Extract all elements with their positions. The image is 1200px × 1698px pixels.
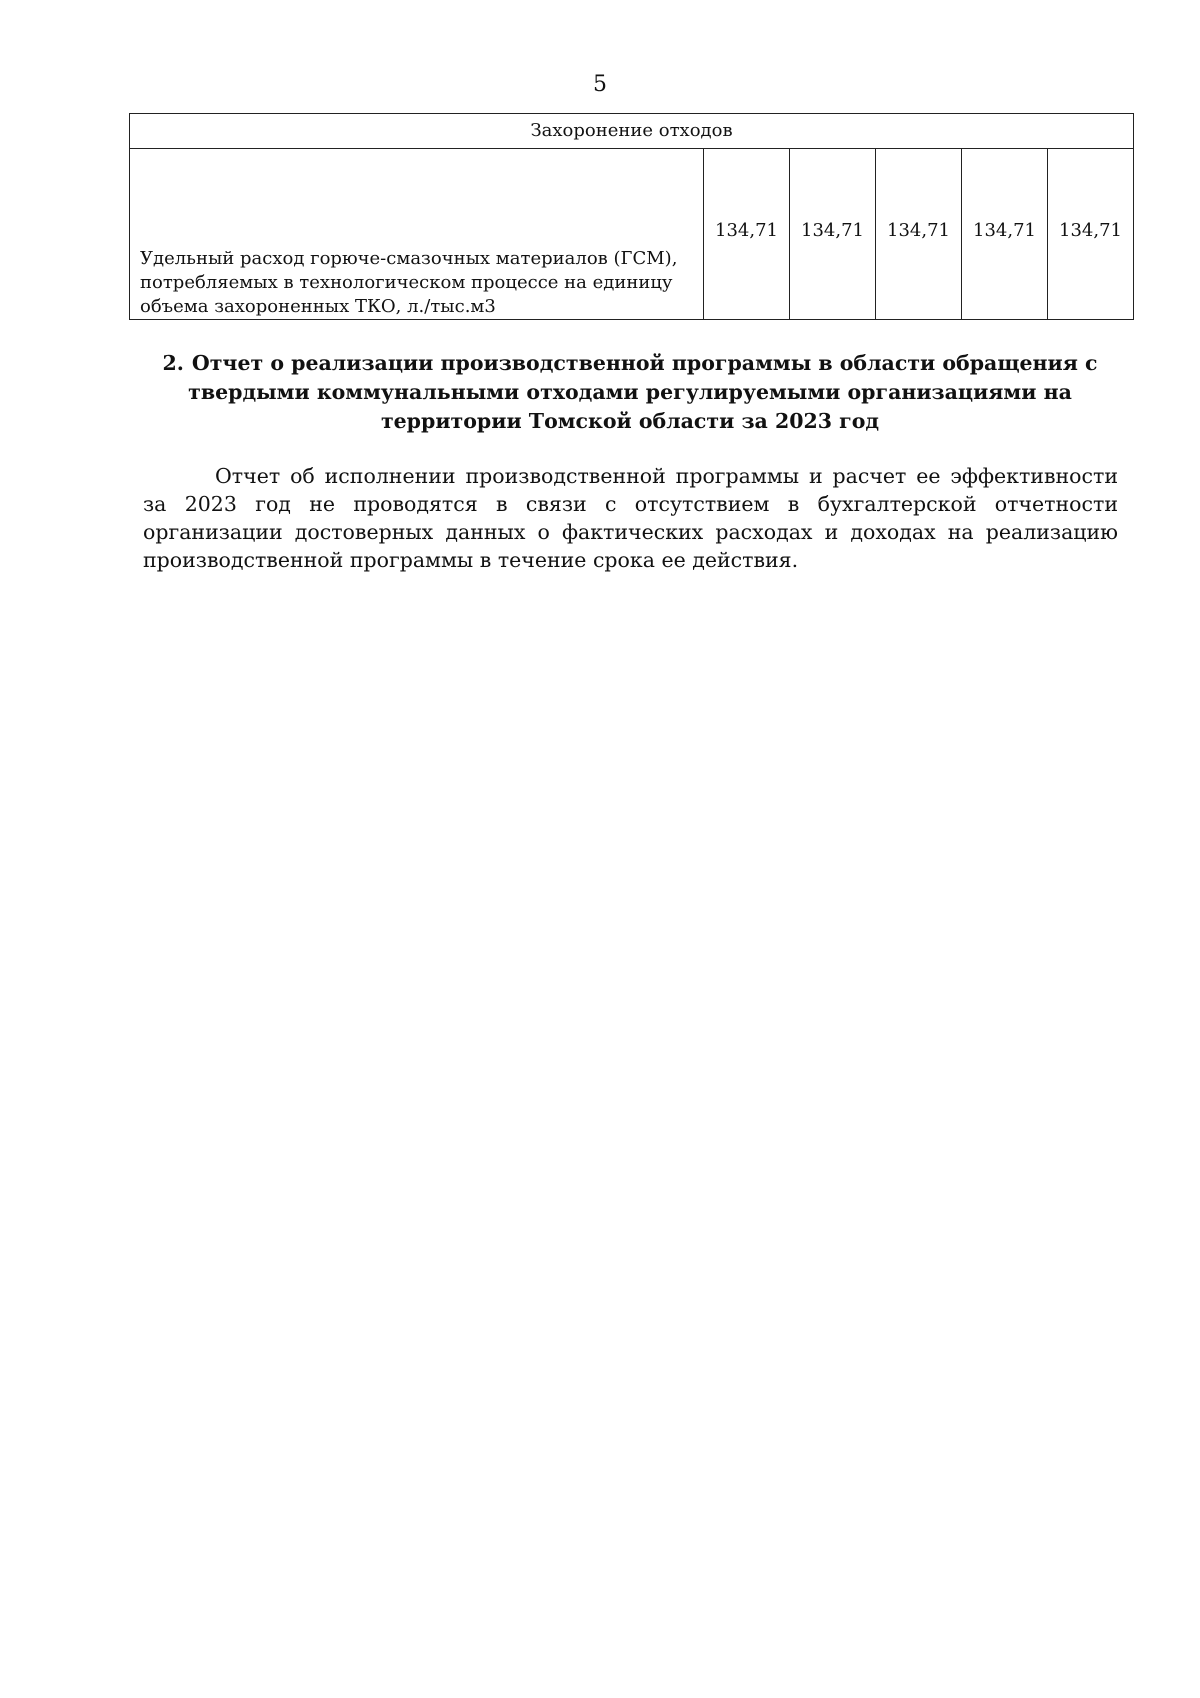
value-cell: 134,71 bbox=[1048, 149, 1134, 320]
section-title: Отчет о реализации производственной программы в области обращения с твердыми коммунальными отходами регулируемыми организациями на территории Томской области за 2023 год bbox=[188, 351, 1098, 433]
page-number: 5 bbox=[593, 72, 607, 97]
table-section-row bbox=[130, 114, 1134, 149]
value-cell: 134,71 bbox=[876, 149, 962, 320]
value-cell: 134,71 bbox=[704, 149, 790, 320]
table-section-title: Захоронение отходов bbox=[130, 114, 1134, 149]
value-cell: 134,71 bbox=[962, 149, 1048, 320]
indicator-name: Удельный расход горюче-смазочных материалов (ГСМ), потребляемых в технологическом процессе на единицу объема захороненных ТКО, л./тыс.м3 bbox=[130, 149, 704, 320]
indicators-table bbox=[129, 113, 1134, 320]
section-heading bbox=[145, 349, 1115, 436]
value-cell: 134,71 bbox=[790, 149, 876, 320]
section-number: 2. bbox=[162, 351, 184, 375]
table-row bbox=[130, 149, 1134, 320]
report-paragraph: Отчет об исполнении производственной программы и расчет ее эффективности за 2023 год не проводятся в связи с отсутствием в бухгалтерской отчетности организации достоверных данных о фактических расходах и доходах на реализацию производственной программы в течение срока ее действия. bbox=[143, 464, 1118, 572]
